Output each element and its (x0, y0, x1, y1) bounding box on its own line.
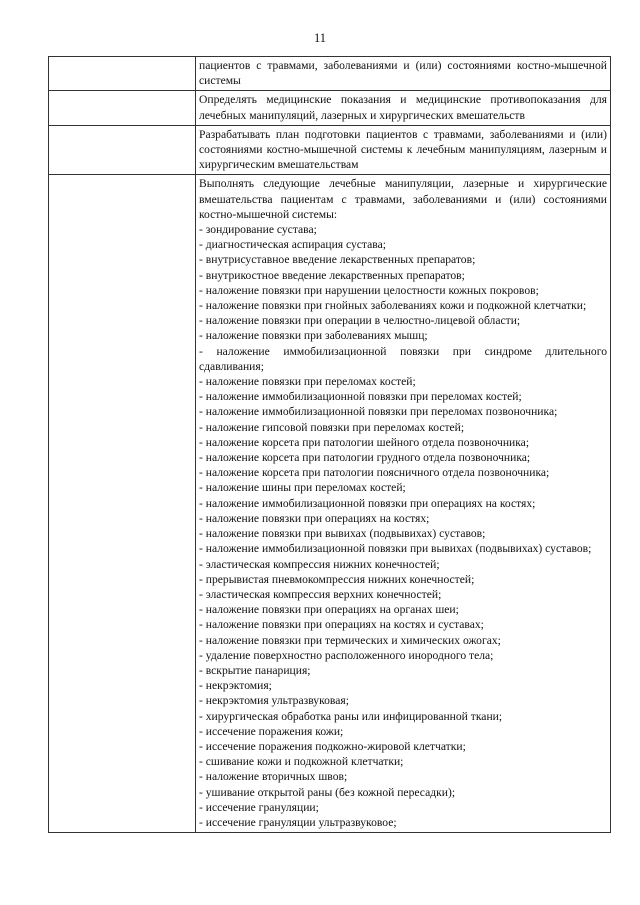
procedure-item: - эластическая компрессия нижних конечностей; (199, 557, 440, 571)
procedure-item: - ушивание открытой раны (без кожной пересадки); (199, 785, 456, 799)
procedure-item: - наложение гипсовой повязки при переломах костей; (199, 420, 465, 434)
procedure-item: - наложение иммобилизационной повязки при переломах позвоночника; (199, 405, 558, 419)
row-text: Определять медицинские показания и медицинские противопоказания для лечебных манипуляций, лазерных и хирургических вмешательств (199, 93, 607, 122)
left-column-cell (49, 175, 196, 833)
text-cell (196, 91, 611, 125)
row-text: Разрабатывать план подготовки пациентов с травмами, заболеваниями и (или) состояниями костно-мышечной системы к лечебным манипуляциям, лазерным и хирургическим вмешательствам (199, 127, 607, 172)
procedure-item: - иссечение поражения кожи; (199, 724, 344, 738)
procedure-item: - наложение повязки при операциях на костях; (199, 511, 430, 525)
procedure-item: - наложение иммобилизационной повязки при переломах костей; (199, 390, 522, 404)
procedure-item: - наложение повязки при термических и химических ожогах; (199, 633, 501, 647)
text-cell (196, 57, 611, 91)
text-cell (196, 125, 611, 175)
procedure-item: - вскрытие панариция; (199, 663, 311, 677)
procedure-item: - наложение повязки при операциях на костях и суставах; (199, 618, 484, 632)
procedure-item: - наложение повязки при операции в челюстно-лицевой области; (199, 314, 521, 328)
procedure-item: - наложение повязки при вывихах (подвывихах) суставов; (199, 527, 486, 541)
procedure-item: - наложение повязки при нарушении целостности кожных покровов; (199, 283, 539, 297)
procedure-item: - наложение корсета при патологии поясничного отдела позвоночника; (199, 466, 550, 480)
procedure-item: - эластическая компрессия верхних конечностей; (199, 587, 442, 601)
procedure-item: - наложение повязки при операциях на органах шеи; (199, 603, 459, 617)
table-row (49, 57, 611, 91)
procedure-item: - диагностическая аспирация сустава; (199, 238, 386, 252)
page-number: 11 (313, 31, 327, 45)
procedure-item: - наложение иммобилизационной повязки при операциях на костях; (199, 496, 536, 510)
table-row (49, 91, 611, 125)
procedure-item: - некрэктомия; (199, 679, 272, 693)
procedure-item: - удаление поверхностно расположенного инородного тела; (199, 648, 494, 662)
table-row (49, 125, 611, 175)
procedure-item: - иссечение грануляции; (199, 800, 319, 814)
procedure-item: - прерывистая пневмокомпрессия нижних конечностей; (199, 572, 475, 586)
procedure-item: - иссечение поражения подкожно-жировой клетчатки; (199, 739, 466, 753)
table-row (49, 175, 611, 833)
left-column-cell (49, 125, 196, 175)
procedure-item: - иссечение грануляции ультразвуковое; (199, 815, 397, 829)
left-column-cell (49, 91, 196, 125)
procedure-item: - хирургическая обработка раны или инфицированной ткани; (199, 709, 503, 723)
procedure-item: - наложение повязки при переломах костей; (199, 375, 416, 389)
procedure-item: - наложение иммобилизационной повязки при синдроме длительного сдавливания; (199, 344, 607, 373)
procedure-item: - наложение повязки при заболеваниях мышц; (199, 329, 428, 343)
procedure-item: - некрэктомия ультразвуковая; (199, 694, 349, 708)
procedures-cell (196, 175, 611, 833)
row-text: пациентов с травмами, заболеваниями и (или) состояниями костно-мышечной системы (199, 59, 607, 88)
procedure-item: - наложение иммобилизационной повязки при вывихах (подвывихах) суставов; (199, 542, 592, 556)
requirements-table (48, 56, 611, 833)
procedure-item: - наложение шины при переломах костей; (199, 481, 406, 495)
procedure-item: - наложение повязки при гнойных заболеваниях кожи и подкожной клетчатки; (199, 299, 587, 313)
procedure-item: - внутрисуставное введение лекарственных препаратов; (199, 253, 476, 267)
procedure-item: - наложение корсета при патологии шейного отдела позвоночника; (199, 435, 530, 449)
left-column-cell (49, 57, 196, 91)
procedures-intro: Выполнять следующие лечебные манипуляции, лазерные и хирургические вмешательства пациентам с травмами, заболеваниями и (или) состояниями костно-мышечной системы: (199, 177, 607, 221)
procedure-item: - зондирование сустава; (199, 223, 317, 237)
procedure-item: - наложение корсета при патологии грудного отдела позвоночника; (199, 451, 531, 465)
procedures-list (199, 222, 607, 830)
procedure-item: - внутрикостное введение лекарственных препаратов; (199, 268, 465, 282)
procedure-item: - наложение вторичных швов; (199, 770, 348, 784)
procedure-item: - сшивание кожи и подкожной клетчатки; (199, 755, 404, 769)
